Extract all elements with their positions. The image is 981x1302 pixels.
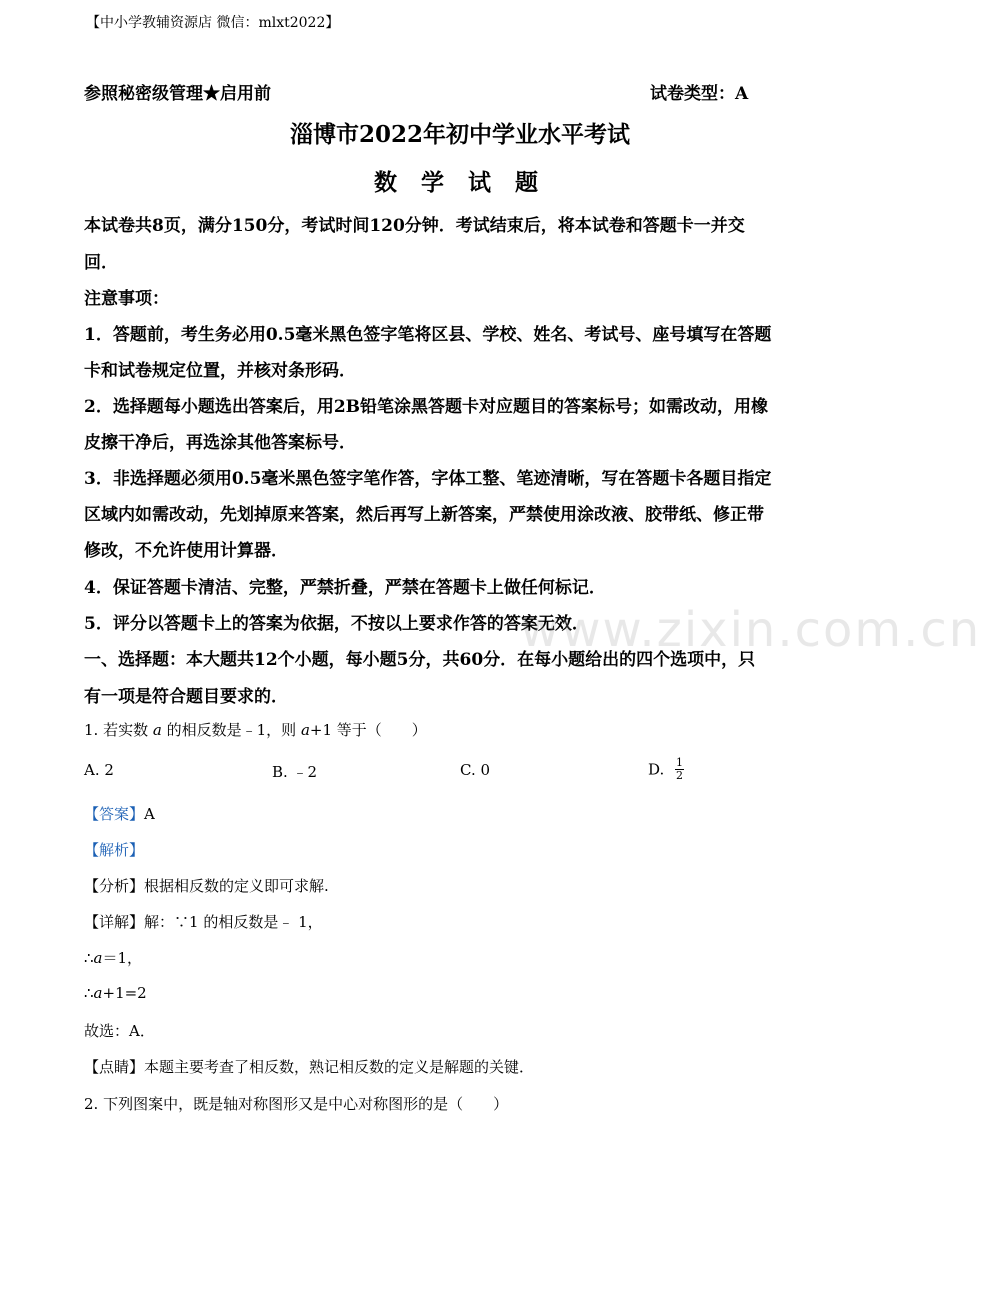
note-line: 皮擦干净后，再选涂其他答案标号．	[84, 433, 356, 453]
option-d-fraction	[675, 757, 684, 782]
fenxi-text: 根据相反数的定义即可求解.	[144, 877, 329, 895]
option-a: A. 2	[84, 761, 114, 779]
fraction-denominator: 2	[676, 769, 684, 782]
option-b: B. ﹣2	[272, 763, 318, 781]
step-text: ＝1，	[102, 949, 143, 967]
note-line: 4．保证答题卡清洁、完整，严禁折叠，严禁在答题卡上做任何标记．	[84, 578, 606, 598]
note-line: 修改，不允许使用计算器．	[84, 541, 288, 561]
option-d-label: D.	[648, 760, 665, 779]
choose-line: 故选：A．	[84, 1022, 155, 1040]
fenxi-label: 【分析】	[84, 877, 145, 895]
paper-type: 试卷类型：A	[650, 84, 749, 104]
page-title: 淄博市2022年初中学业水平考试	[289, 121, 630, 148]
step-var: a	[93, 984, 103, 1002]
answer-value: A	[144, 805, 155, 823]
intro-line: 回．	[84, 253, 118, 273]
question-1	[84, 719, 427, 740]
q1-suffix: +1 等于（ ）	[309, 721, 427, 739]
fenxi-line	[84, 875, 329, 896]
q1-var2: a	[300, 721, 310, 739]
comment-text: 本题主要考查了相反数，熟记相反数的定义是解题的关键．	[144, 1058, 535, 1076]
fraction-numerator: 1	[676, 756, 684, 769]
section-heading: 有一项是符合题目要求的．	[84, 687, 288, 707]
step-var: a	[93, 949, 103, 967]
option-d	[648, 757, 684, 782]
page-subtitle: 数 学 试 题	[373, 169, 547, 196]
intro-line: 本试卷共8页，满分150分，考试时间120分钟．考试结束后，将本试卷和答题卡一并交	[84, 216, 745, 236]
note-line: 区域内如需改动，先划掉原来答案，然后再写上新答案，严禁使用涂改液、胶带纸、修正带	[84, 505, 764, 525]
note-line: 5．评分以答题卡上的答案为依据，不按以上要求作答的答案无效．	[84, 614, 589, 634]
question-2: 2. 下列图案中，既是轴对称图形又是中心对称图形的是（ ）	[84, 1095, 509, 1113]
analysis-label: 【解析】	[84, 841, 145, 859]
comment-label: 【点睛】	[84, 1058, 145, 1076]
note-line: 2．选择题每小题选出答案后，用2B铅笔涂黑答题卡对应题目的答案标号；如需改动，用橡	[84, 397, 769, 417]
secret-label: 参照秘密级管理★启用前	[84, 84, 271, 104]
detail-text: 解：∵1 的相反数是﹣ 1，	[144, 913, 323, 931]
header-watermark: 【中小学教辅资源店 微信：mlxt2022】	[86, 15, 340, 31]
option-c: C. 0	[460, 761, 491, 779]
answer-label: 【答案】	[84, 805, 145, 823]
step-text: +1=2	[102, 984, 147, 1002]
detail-line	[84, 911, 323, 932]
q1-var: a	[152, 721, 162, 739]
note-line: 1．答题前，考生务必用0.5毫米黑色签字笔将区县、学校、姓名、考试号、座号填写在答题	[84, 325, 772, 345]
step-2	[84, 984, 147, 1002]
section-heading: 一、选择题：本大题共12个小题，每小题5分，共60分．在每小题给出的四个选项中，只	[84, 650, 756, 670]
body-watermark: www.zixin.com.cn	[520, 602, 981, 658]
comment-line	[84, 1056, 534, 1077]
therefore-symbol: ∴	[84, 984, 94, 1002]
answer-line	[84, 803, 155, 824]
q1-middle: 的相反数是﹣1，则	[166, 721, 297, 739]
q1-prefix: 1. 若实数	[84, 721, 149, 739]
note-line: 3．非选择题必须用0.5毫米黑色签字笔作答，字体工整、笔迹清晰，写在答题卡各题目指定	[84, 469, 772, 489]
note-line: 卡和试卷规定位置，并核对条形码．	[84, 361, 356, 381]
detail-label: 【详解】	[84, 913, 145, 931]
notes-heading: 注意事项：	[84, 289, 169, 309]
step-1	[84, 947, 142, 968]
therefore-symbol: ∴	[84, 949, 94, 967]
